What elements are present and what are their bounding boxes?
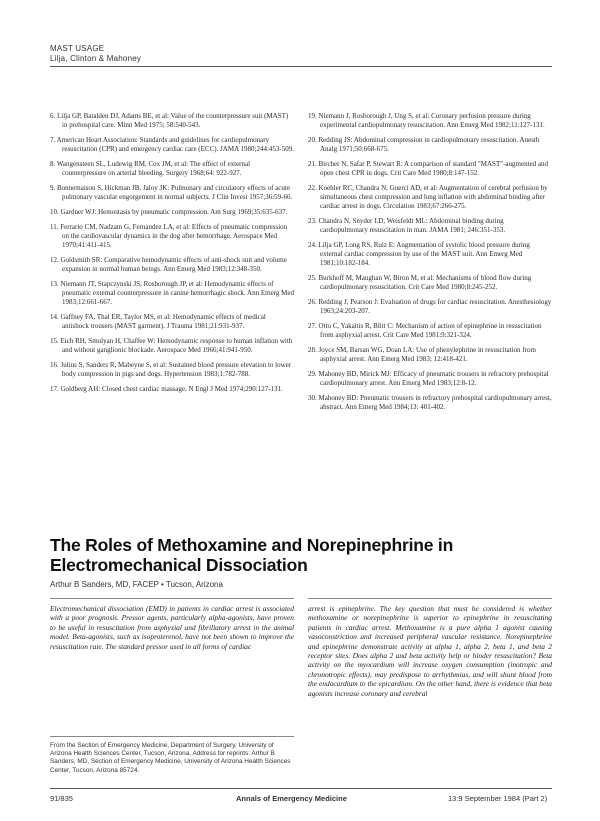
reference-item: 13. Niemann JT, Stapczynski JS, Rosborough JP, et al: Hemodynamic effects of pneumatic external counterpressure in canine hemorrhagic shock. Ann Emerg Med 1983;12:661-667. bbox=[50, 280, 294, 306]
reference-item: 21. Bircher N, Safar P, Stewart R: A comparison of standard "MAST"-augmented and open chest CPR in dogs. Crit Care Med 1980;8:147-152. bbox=[308, 160, 548, 177]
journal-name: Annals of Emergency Medicine bbox=[236, 794, 347, 803]
running-header-title: MAST USAGE bbox=[50, 44, 105, 53]
abstract-divider-right bbox=[308, 598, 552, 599]
reference-item: 27. Otto C, Yakaitis R, Blitt C: Mechanism of action of epinephrine in resuscitation from asphyxial arrest. Crit Care Med 1981;9:321-324. bbox=[308, 322, 542, 339]
reference-item: 28. Joyce SM, Barsan WG, Doan LA: Use of phenylephrine in resuscitation from asphyxial arrest. Ann Emerg Med 1983; 12:418-421. bbox=[308, 346, 536, 363]
author-affiliation: From the Section of Emergency Medicine, Department of Surgery, University of Arizona Health Sciences Center, Tucson, Arizona. Address for reprints: Arthur B Sanders, MD, Section of Emergency Medicine, University of Arizona Health Sciences Center, Tucson, Arizona 85724. bbox=[50, 742, 291, 774]
reference-item: 17. Goldberg AH: Closed chest cardiac massage. N Engl J Med 1974;290:127-131. bbox=[50, 385, 283, 393]
reference-item: 20. Redding JS: Abdominal compression in cardiopulmonary resuscitation. Anesth Analg 1971;50:668-675. bbox=[308, 136, 540, 153]
abstract-left: Electromechanical dissociation (EMD) in patients in cardiac arrest is associated with a poor prognosis. Pressor agents, particularly alpha-agonists, have proven to be useful in resuscitation from asphyxial and fibrillatory arrest in the animal model. Beta-agonists, such as isoproterenol, have not been shown to improve the resuscitation rate. The standard pressor used in all forms of cardiac bbox=[50, 604, 294, 651]
reference-item: 26. Redding J, Pearson J: Evaluation of drugs for cardiac resuscitation. Anesthesiology 1963;24:203-207. bbox=[308, 298, 552, 315]
reference-item: 16. Julius S, Sanders R, Mabeyne S, et al: Sustained blood pressure elevation to lower body compression in pigs and dogs. Hypertension 1983;1:782-788. bbox=[50, 361, 292, 378]
article-title: The Roles of Methoxamine and Norepinephrine in Electromechanical Dissociation bbox=[50, 535, 454, 575]
reference-item: 9. Bonnemaison S, Hickman JB, Jaloy JK: Pulmonary and circulatory effects of acute pulmonary vascular engorgement in normal subjects. J Clin Invest 1957;36:59-66. bbox=[50, 184, 293, 201]
page-number: 91/835 bbox=[50, 794, 73, 803]
affiliation-divider bbox=[50, 736, 294, 737]
reference-item: 22. Koehler RC, Chandra N, Guerci AD, et al: Augmentation of cerebral perfusion by simultaneous chest compression and lung inflation with abdominal binding after cardiac arrest in dogs. Circulation 1983;67:266-275. bbox=[308, 184, 548, 210]
reference-item: 24. Lilja GP, Long RS, Ruiz E: Augmentation of systolic blood pressure during external cardiac compression by use of the MAST suit. Ann Emerg Med 1981;10:182-184. bbox=[308, 241, 530, 267]
issue-date: 13:9 September 1984 (Part 2) bbox=[448, 794, 548, 803]
running-header-authors: Lilja, Clinton & Mahoney bbox=[50, 54, 142, 63]
abstract-divider-left bbox=[50, 598, 294, 599]
reference-item: 29. Mahoney BD, Mirick MJ: Efficacy of pneumatic trousers in refractory prehospital cardiopulmonary arrest. Ann Emerg Med 1983;12:8-12. bbox=[308, 370, 549, 387]
article-author: Arthur B Sanders, MD, FACEP • Tucson, Arizona bbox=[50, 580, 223, 589]
reference-item: 15. Eich RH, Smulyan H, Chaffee W: Hemodynamic response to human inflation with and without ganglionic blockade. Aerospace Med 1966;41:941-950. bbox=[50, 337, 293, 354]
reference-item: 12. Goldsmith SR: Comparative hemodynamic effects of anti-shock suit and volume expansion in normal human beings. Ann Emerg Med 1983;12:348-350. bbox=[50, 256, 287, 273]
reference-item: 30. Mahoney BD: Pneumatic trousers in refractory prehospital cardiopulmonary arrest, abstract. Ann Emerg Med 1984;13: 401-402. bbox=[308, 394, 552, 411]
references-right-column bbox=[308, 112, 552, 418]
reference-item: 11. Ferrario CM, Nadzam G, Fernandez LA, et al: Effects of pneumatic compression on the cardiovascular dynamics in the dog after hemorrhage. Aerospace Med 1970;41:411-415. bbox=[50, 223, 288, 249]
reference-item: 10. Gardner WJ: Hemostasis by pneumatic compression. Am Surg 1969;35:635-637. bbox=[50, 208, 288, 216]
reference-item: 23. Chandra N, Snyder LD, Weisfeldt ML: Abdominal binding during cardiopulmonary resuscitation in man. JAMA 1981; 246:351-353. bbox=[308, 217, 506, 234]
reference-item: 14. Gaffney FA, Thal ER, Taylor MS, et al: Hemodynamic effects of medical antishock trousers (MAST garment). J Trauma 1981;21:931-937. bbox=[50, 313, 266, 330]
reference-item: 19. Niemann J, Rosborough J, Ung S, et al: Coronary perfusion pressure during experimental cardiopulmonary resuscitation. Ann Emerg Med 1982;11:127-131. bbox=[308, 112, 545, 129]
references-left-column bbox=[50, 112, 294, 400]
header-divider bbox=[50, 66, 552, 67]
reference-item: 6. Lilja GP, Batalden DJ, Adams BE, et al: Value of the counterpressure suit (MAST) in prehospital care. Minn Med 1975; 58:540-543. bbox=[50, 112, 289, 129]
reference-item: 7. American Heart Association: Standards and guidelines for cardiopulmonary resuscitation (CPR) and emergency cardiac care (ECC). JAMA 1980;244:453-509. bbox=[50, 136, 294, 153]
reference-item: 8. Wangensteen SL, Ludewig RM, Cox JM, et al: The effect of external counterpressure on arterial bleeding. Surgery 1968;64: 922-927. bbox=[50, 160, 251, 177]
reference-item: 25. Burkhoff M, Maughan W, Biron M, et al: Mechanisms of blood flow during cardiopulmonary resuscitation. Crit Care Med 1980;8:245-252. bbox=[308, 274, 532, 291]
footer-divider bbox=[50, 788, 552, 789]
running-header bbox=[50, 44, 141, 64]
abstract-right: arrest is epinephrine. The key question that must be considered is whether methoxamine or norepinephrine is superior to epinephrine in resuscitating patients in cardiac arrest. Methoxamine is a pure alpha 1 agonist causing vasoconstriction and increased peripheral vascular resistance. Norepinephrine and epinephrine demonstrate activity at alpha 1, alpha 2, beta 1, and beta 2 receptor sites. Does alpha 2 and beta activity help or hinder resuscitation? Beta activity on the myocardium will increase oxygen consumption (inotropic and chronotropic effects), may predispose to arrhythmias, and will shunt blood from the endocardium to the epicardium. On the other hand, there is evidence that beta agonists increase coronary and cerebral bbox=[308, 604, 552, 698]
